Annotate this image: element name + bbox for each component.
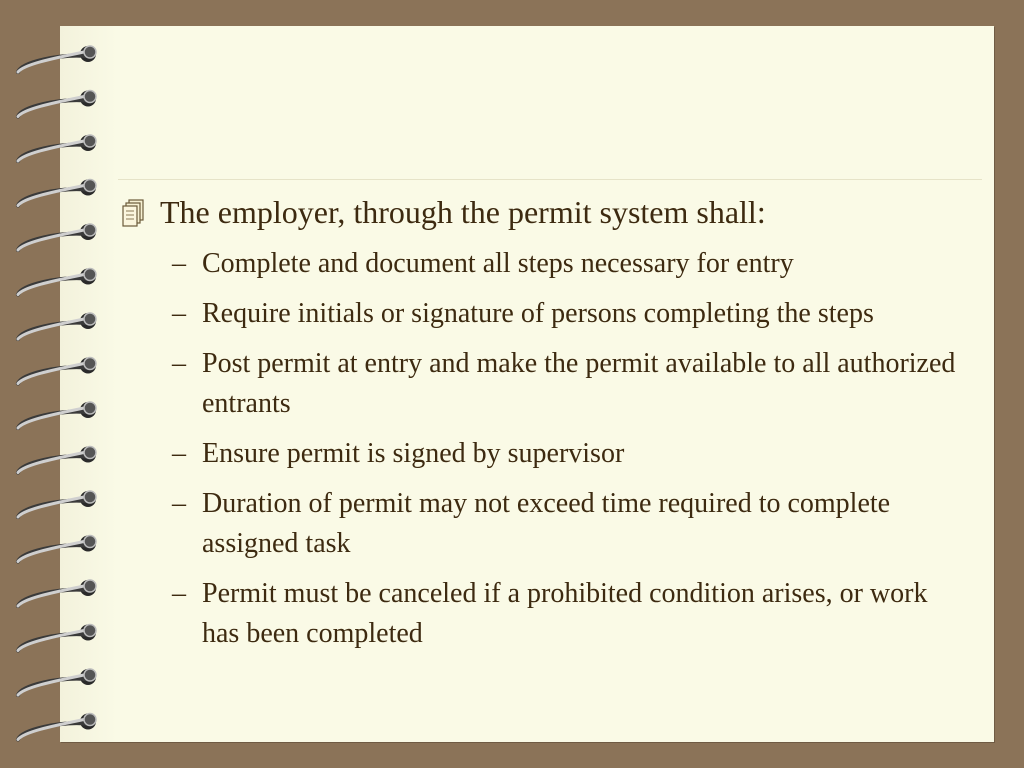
spiral-ring-icon (18, 669, 96, 695)
main-bullet-text: The employer, through the permit system shall: (160, 194, 766, 230)
main-bullet (120, 192, 960, 238)
list-item-text: Post permit at entry and make the permit available to all authorized entrants (202, 348, 956, 419)
title-divider (118, 179, 982, 180)
spiral-ring-icon (18, 625, 96, 651)
slide-content (120, 192, 960, 664)
list-item-text: Duration of permit may not exceed time required to complete assigned task (202, 488, 891, 559)
list-item (120, 344, 960, 424)
dash-bullet: – (172, 578, 186, 609)
dash-bullet: – (172, 298, 186, 329)
spiral-binding (0, 0, 110, 768)
dash-bullet: – (172, 348, 186, 379)
list-item (120, 574, 960, 654)
list-item-text: Ensure permit is signed by supervisor (202, 438, 625, 469)
sub-bullet-list (120, 244, 960, 654)
spiral-ring-icon (18, 491, 96, 517)
spiral-ring-icon (18, 536, 96, 562)
dash-bullet: – (172, 438, 186, 469)
list-item (120, 244, 960, 284)
spiral-ring-icon (18, 46, 96, 72)
spiral-ring-icon (18, 269, 96, 295)
list-item (120, 294, 960, 334)
spiral-ring-icon (18, 447, 96, 473)
spiral-ring-icon (18, 135, 96, 161)
list-item-text: Complete and document all steps necessary for entry (202, 248, 794, 279)
spiral-ring-icon (18, 358, 96, 384)
spiral-ring-icon (18, 402, 96, 428)
dash-bullet: – (172, 248, 186, 279)
list-item (120, 434, 960, 474)
spiral-ring-icon (18, 91, 96, 117)
list-item (120, 484, 960, 564)
dash-bullet: – (172, 488, 186, 519)
spiral-ring-icon (18, 180, 96, 206)
list-item-text: Require initials or signature of persons completing the steps (202, 298, 874, 329)
spiral-ring-icon (18, 580, 96, 606)
spiral-ring-icon (18, 714, 96, 740)
notepad-icon (120, 192, 160, 238)
spiral-ring-icon (18, 224, 96, 250)
spiral-ring-icon (18, 313, 96, 339)
list-item-text: Permit must be canceled if a prohibited condition arises, or work has been completed (202, 578, 928, 649)
